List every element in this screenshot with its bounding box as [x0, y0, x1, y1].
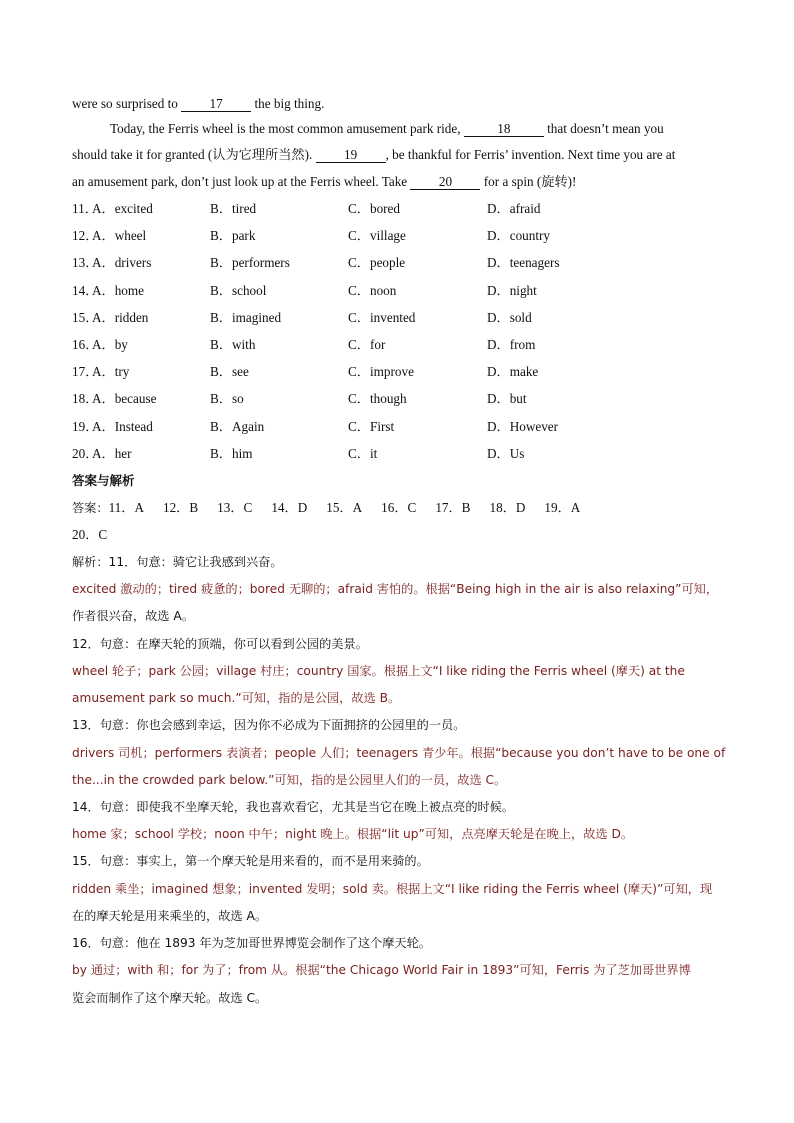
explanation-13-line-1: drivers 司机；performers 表演者；people 人们；teenagers 青少年。根据“because you don’t have to be one of [72, 746, 726, 760]
explanation-16-line-1: by 通过；with 和；for 为了；from 从。根据“the Chicago World Fair in 1893”可知，Ferris 为了芝加哥世界博 [72, 963, 691, 977]
answer-14: 14．D [271, 500, 308, 515]
explanation-16-title: 16．句意：他在 1893 年为芝加哥世界博览会制作了这个摩天轮。 [72, 936, 431, 950]
option-row-18: 18． A．because B．so C．though D．but [72, 391, 527, 406]
explanation-14-line-1: home 家；school 学校；noon 中午；night 晚上。根据“lit up”可知，点亮摩天轮是在晚上，故选 D。 [72, 827, 634, 841]
answer-key-row: 答案：11．A 12．B 13．C 14．D 15．A 16．C 17．B 18．D 19．A [72, 500, 581, 515]
answer-16: 16．C [381, 500, 417, 515]
blank-18: 18 [464, 121, 544, 137]
option-row-20: 20． A．her B．him C．it D．Us [72, 446, 525, 461]
explanation-11-line-2: 作者很兴奋，故选 A。 [72, 609, 194, 623]
explanation-15-line-2: 在的摩天轮是用来乘坐的，故选 A。 [72, 909, 268, 923]
explanation-13-title: 13．句意：你也会感到幸运，因为你不必成为下面拥挤的公园里的一员。 [72, 718, 466, 732]
answer-11: 11．A [108, 500, 144, 515]
option-row-12: 12． A．wheel B．park C．village D．country [72, 228, 550, 243]
answer-12: 12．B [162, 500, 199, 515]
blank-17: 17 [181, 96, 251, 112]
option-row-17: 17． A．try B．see C．improve D．make [72, 364, 539, 379]
option-row-19: 19． A．Instead B．Again C．First D．However [72, 419, 559, 434]
option-row-13: 13． A．drivers B．performers C．people D．teenagers [72, 255, 560, 270]
answer-17: 17．B [435, 500, 471, 515]
answers-heading: 答案与解析 [72, 473, 135, 488]
option-row-14: 14． A．home B．school C．noon D．night [72, 283, 537, 298]
option-row-16: 16． A．by B．with C．for D．from [72, 337, 536, 352]
explanation-15-title: 15．句意：事实上，第一个摩天轮是用来看的，而不是用来骑的。 [72, 854, 429, 868]
answer-15: 15．A [326, 500, 363, 515]
option-row-11: 11． A．excited B．tired C．bored D．afraid [72, 201, 541, 216]
explanation-14-title: 14．句意：即使我不坐摩天轮，我也喜欢看它，尤其是当它在晚上被点亮的时候。 [72, 800, 515, 814]
explanation-16-line-2: 览会而制作了这个摩天轮。故选 C。 [72, 991, 268, 1005]
passage-line-2: Today, the Ferris wheel is the most common amusement park ride, 18 that doesn’t mean you [110, 121, 664, 136]
answer-13: 13．C [217, 500, 253, 515]
answer-19: 19．A [544, 500, 581, 515]
answer-18: 18．D [489, 500, 526, 515]
passage-line-3: should take it for granted (认为它理所当然). 19 , be thankful for Ferris’ invention. Next time you are at [72, 147, 676, 162]
explanation-15-line-1: ridden 乘坐；imagined 想象；invented 发明；sold 卖。根据上文“I like riding the Ferris wheel (摩天)”可知，现 [72, 882, 713, 896]
answer-20: 20．C [72, 527, 108, 542]
explanation-13-line-2: the...in the crowded park below.”可知，指的是公园里人们的一员，故选 C。 [72, 773, 507, 787]
explanation-12-line-2: amusement park so much.”可知，指的是公园，故选 B。 [72, 691, 401, 705]
passage-line-4: an amusement park, don’t just look up at the Ferris wheel. Take 20 for a spin (旋转)! [72, 174, 577, 189]
blank-20: 20 [410, 174, 480, 190]
explanation-12-title: 12．句意：在摩天轮的顶端，你可以看到公园的美景。 [72, 637, 368, 651]
blank-19: 19 [316, 147, 386, 163]
passage-line-1: were so surprised to 17 the big thing. [72, 96, 325, 111]
explanation-11-title: 解析：11．句意：骑它让我感到兴奋。 [72, 555, 283, 569]
explanation-12-line-1: wheel 轮子；park 公园；village 村庄；country 国家。根据上文“I like riding the Ferris wheel (摩天) at the [72, 664, 685, 678]
explanation-11-line-1: excited 激动的；tired 疲惫的；bored 无聊的；afraid 害怕的。根据“Being high in the air is also relaxing”可知， [72, 582, 719, 596]
option-row-15: 15． A．ridden B．imagined C．invented D．sold [72, 310, 532, 325]
